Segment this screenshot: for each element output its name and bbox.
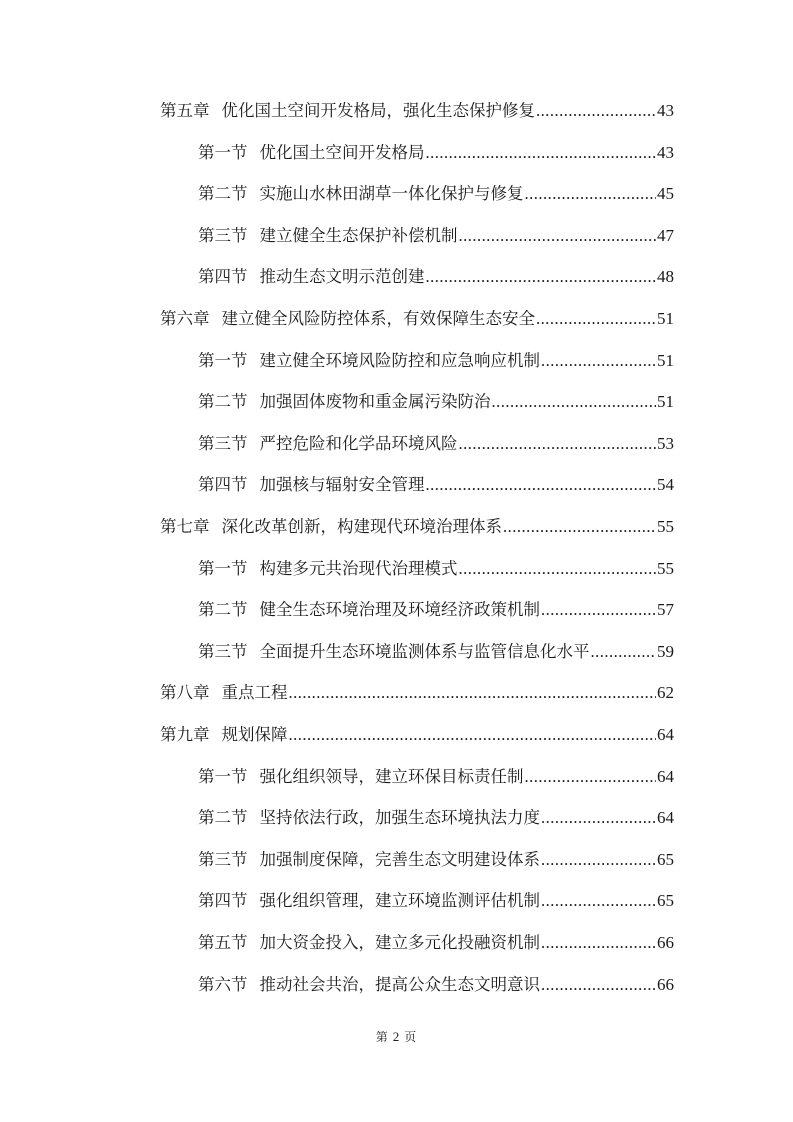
footer-prefix: 第 bbox=[375, 1030, 389, 1044]
toc-chapter-entry[interactable] bbox=[160, 678, 674, 708]
toc-section-entry[interactable] bbox=[198, 138, 674, 168]
toc-entry-page: 66 bbox=[657, 933, 674, 952]
toc-entry-page: 51 bbox=[657, 309, 674, 328]
toc-dot-leader bbox=[459, 554, 657, 584]
toc-entry-title: 健全生态环境治理及环境经济政策机制 bbox=[259, 600, 540, 620]
toc-entry-page: 55 bbox=[657, 517, 674, 536]
toc-dot-leader bbox=[492, 387, 657, 417]
toc-section-entry[interactable] bbox=[198, 762, 674, 792]
toc-section-entry[interactable] bbox=[198, 470, 674, 500]
toc-section-entry[interactable] bbox=[198, 637, 674, 667]
toc-entry-page: 66 bbox=[657, 974, 674, 994]
toc-entry-title: 强化组织领导，建立环保目标责任制 bbox=[259, 766, 524, 786]
toc-entry-number: 第四节 bbox=[198, 891, 248, 911]
toc-entry-page: 51 bbox=[657, 350, 674, 370]
toc-dot-leader bbox=[503, 512, 656, 542]
toc-entry-title: 严控危险和化学品环境风险 bbox=[259, 433, 458, 453]
toc-entry-page: 59 bbox=[657, 641, 674, 661]
toc-entry-page: 57 bbox=[657, 600, 674, 620]
toc-entry-title: 实施山水林田湖草一体化保护与修复 bbox=[259, 184, 524, 204]
toc-dot-leader bbox=[459, 429, 657, 459]
toc-entry-page: 54 bbox=[657, 475, 674, 495]
toc-entry-number: 第二节 bbox=[198, 184, 248, 204]
toc-dot-leader bbox=[541, 803, 656, 833]
toc-entry-title: 加强核与辐射安全管理 bbox=[259, 475, 425, 495]
toc-entry-number: 第二节 bbox=[198, 808, 248, 828]
toc-dot-leader bbox=[525, 762, 657, 792]
toc-entry-title: 全面提升生态环境监测体系与监管信息化水平 bbox=[259, 641, 590, 661]
toc-entry-page: 51 bbox=[657, 392, 674, 412]
toc-chapter-entry[interactable] bbox=[160, 304, 674, 334]
toc-dot-leader bbox=[536, 96, 656, 126]
toc-entry-page: 65 bbox=[657, 849, 674, 869]
toc-dot-leader bbox=[541, 928, 656, 958]
toc-entry-title: 加大资金投入，建立多元化投融资机制 bbox=[259, 933, 540, 952]
toc-entry-page: 65 bbox=[657, 891, 674, 911]
toc-entry-number: 第五章 bbox=[160, 101, 210, 120]
toc-entry-page: 53 bbox=[657, 433, 674, 453]
toc-entry-number: 第四节 bbox=[198, 475, 248, 495]
toc-dot-leader bbox=[459, 221, 657, 251]
toc-entry-page: 64 bbox=[657, 808, 674, 828]
toc-entry-number: 第七章 bbox=[160, 517, 210, 536]
toc-entry-number: 第一节 bbox=[198, 350, 248, 370]
toc-entry-page: 43 bbox=[657, 142, 674, 162]
toc-chapter-entry[interactable] bbox=[160, 512, 674, 542]
toc-entry-title: 优化国土空间开发格局，强化生态保护修复 bbox=[221, 101, 535, 120]
toc-dot-leader bbox=[426, 138, 657, 168]
toc-dot-leader bbox=[591, 637, 657, 667]
toc-dot-leader bbox=[525, 179, 657, 209]
toc-entry-number: 第三节 bbox=[198, 849, 248, 869]
toc-section-entry[interactable] bbox=[198, 221, 674, 251]
toc-dot-leader bbox=[536, 304, 656, 334]
toc-chapter-entry[interactable] bbox=[160, 720, 674, 750]
footer-page-number: 2 bbox=[392, 1029, 401, 1044]
toc-section-entry[interactable] bbox=[198, 970, 674, 1000]
toc-entry-number: 第九章 bbox=[160, 725, 210, 744]
toc-entry-page: 43 bbox=[657, 101, 674, 120]
toc-entry-title: 加强固体废物和重金属污染防治 bbox=[259, 392, 491, 412]
toc-dot-leader bbox=[541, 595, 656, 625]
toc-chapter-entry[interactable] bbox=[160, 96, 674, 126]
toc-dot-leader bbox=[541, 346, 656, 376]
toc-section-entry[interactable] bbox=[198, 346, 674, 376]
toc-entry-title: 深化改革创新，构建现代环境治理体系 bbox=[221, 517, 502, 536]
toc-section-entry[interactable] bbox=[198, 928, 674, 958]
toc-entry-number: 第一节 bbox=[198, 558, 248, 578]
toc-entry-title: 构建多元共治现代治理模式 bbox=[259, 558, 458, 578]
toc-entry-title: 推动生态文明示范创建 bbox=[259, 267, 425, 287]
toc-entry-title: 建立健全风险防控体系，有效保障生态安全 bbox=[221, 309, 535, 328]
toc-entry-number: 第三节 bbox=[198, 225, 248, 245]
toc-section-entry[interactable] bbox=[198, 886, 674, 916]
toc-entry-title: 坚持依法行政，加强生态环境执法力度 bbox=[259, 808, 540, 828]
toc-section-entry[interactable] bbox=[198, 595, 674, 625]
toc-entry-page: 45 bbox=[657, 184, 674, 204]
toc-entry-number: 第三节 bbox=[198, 641, 248, 661]
toc-entry-number: 第一节 bbox=[198, 142, 248, 162]
toc-entry-page: 64 bbox=[657, 725, 674, 744]
toc-entry-title: 重点工程 bbox=[221, 683, 288, 703]
page-footer bbox=[0, 1028, 793, 1045]
toc-entry-page: 62 bbox=[657, 683, 674, 703]
toc-dot-leader bbox=[541, 970, 656, 1000]
toc-dot-leader bbox=[289, 678, 657, 708]
toc-dot-leader bbox=[541, 886, 656, 916]
toc-entry-title: 推动社会共治，提高公众生态文明意识 bbox=[259, 974, 540, 994]
toc-entry-title: 加强制度保障，完善生态文明建设体系 bbox=[259, 849, 540, 869]
toc-entry-number: 第二节 bbox=[198, 600, 248, 620]
toc-entry-number: 第一节 bbox=[198, 766, 248, 786]
footer-suffix: 页 bbox=[404, 1030, 418, 1044]
toc-dot-leader bbox=[426, 470, 657, 500]
toc-section-entry[interactable] bbox=[198, 262, 674, 292]
toc-section-entry[interactable] bbox=[198, 387, 674, 417]
toc-entry-number: 第二节 bbox=[198, 392, 248, 412]
toc-dot-leader bbox=[289, 720, 657, 750]
toc-entry-number: 第三节 bbox=[198, 433, 248, 453]
toc-entry-number: 第六章 bbox=[160, 309, 210, 328]
toc-entry-title: 强化组织管理，建立环境监测评估机制 bbox=[259, 891, 540, 911]
toc-dot-leader bbox=[426, 262, 657, 292]
toc-section-entry[interactable] bbox=[198, 179, 674, 209]
toc-entry-title: 建立健全环境风险防控和应急响应机制 bbox=[259, 350, 540, 370]
toc-entry-number: 第四节 bbox=[198, 267, 248, 287]
toc-entry-page: 48 bbox=[657, 267, 674, 287]
toc-entry-page: 55 bbox=[657, 558, 674, 578]
toc-section-entry[interactable] bbox=[198, 554, 674, 584]
toc-entry-title: 优化国土空间开发格局 bbox=[259, 142, 425, 162]
toc-entry-title: 建立健全生态保护补偿机制 bbox=[259, 225, 458, 245]
toc-entry-number: 第五节 bbox=[198, 933, 248, 952]
toc-entry-page: 47 bbox=[657, 225, 674, 245]
toc-entry-number: 第六节 bbox=[198, 974, 248, 994]
toc-entry-page: 64 bbox=[657, 766, 674, 786]
toc-section-entry[interactable] bbox=[198, 429, 674, 459]
toc-dot-leader bbox=[541, 845, 656, 875]
toc-section-entry[interactable] bbox=[198, 803, 674, 833]
toc-entry-title: 规划保障 bbox=[221, 725, 288, 744]
toc-entry-number: 第八章 bbox=[160, 683, 210, 703]
toc-section-entry[interactable] bbox=[198, 845, 674, 875]
